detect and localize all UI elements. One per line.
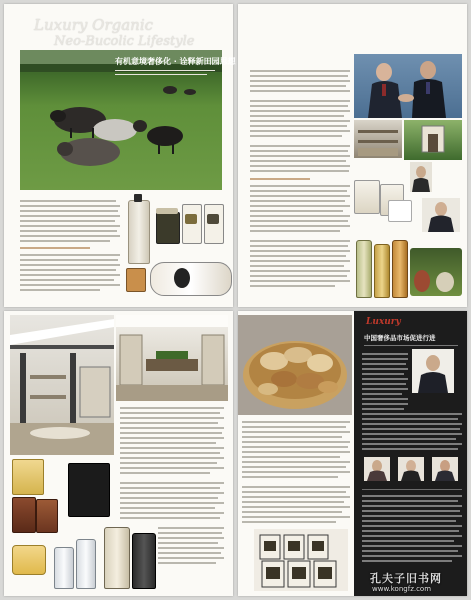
page-top-left <box>4 4 236 307</box>
sheep-meadow-photo <box>20 50 236 190</box>
bread-basket-photo <box>238 315 352 415</box>
portrait-photo <box>410 162 432 192</box>
promotion-sidebar <box>354 311 467 596</box>
watermark-url: www.kongfz.com <box>372 585 432 593</box>
garden-photo <box>404 120 462 160</box>
magazine-heading-line1: Luxury Organic <box>34 16 154 34</box>
page-bottom-left <box>4 311 233 596</box>
luxury-logo: Luxury <box>366 317 401 327</box>
watermark <box>370 570 442 586</box>
watermark-text: 孔夫子旧书网 <box>370 572 442 585</box>
page-top-right <box>238 4 467 307</box>
handshake-photo <box>354 54 462 118</box>
page-bottom-right <box>238 311 467 596</box>
boutique-interior-photo <box>10 315 114 455</box>
magazine-heading-line2: Neo-Bucolic Lifestyle <box>54 34 195 49</box>
shop-counter-photo <box>116 315 228 401</box>
sidebar-title: 中国奢侈品市场促进行进 <box>364 334 436 342</box>
store-interior-photo <box>354 120 402 158</box>
gift-box-photo <box>254 529 348 591</box>
photo-cn-headline: 有机意境奢侈化 · 诠释新田园思想 <box>115 57 236 66</box>
executive-photo <box>422 198 460 232</box>
sidebar-portrait-photo <box>412 349 454 393</box>
